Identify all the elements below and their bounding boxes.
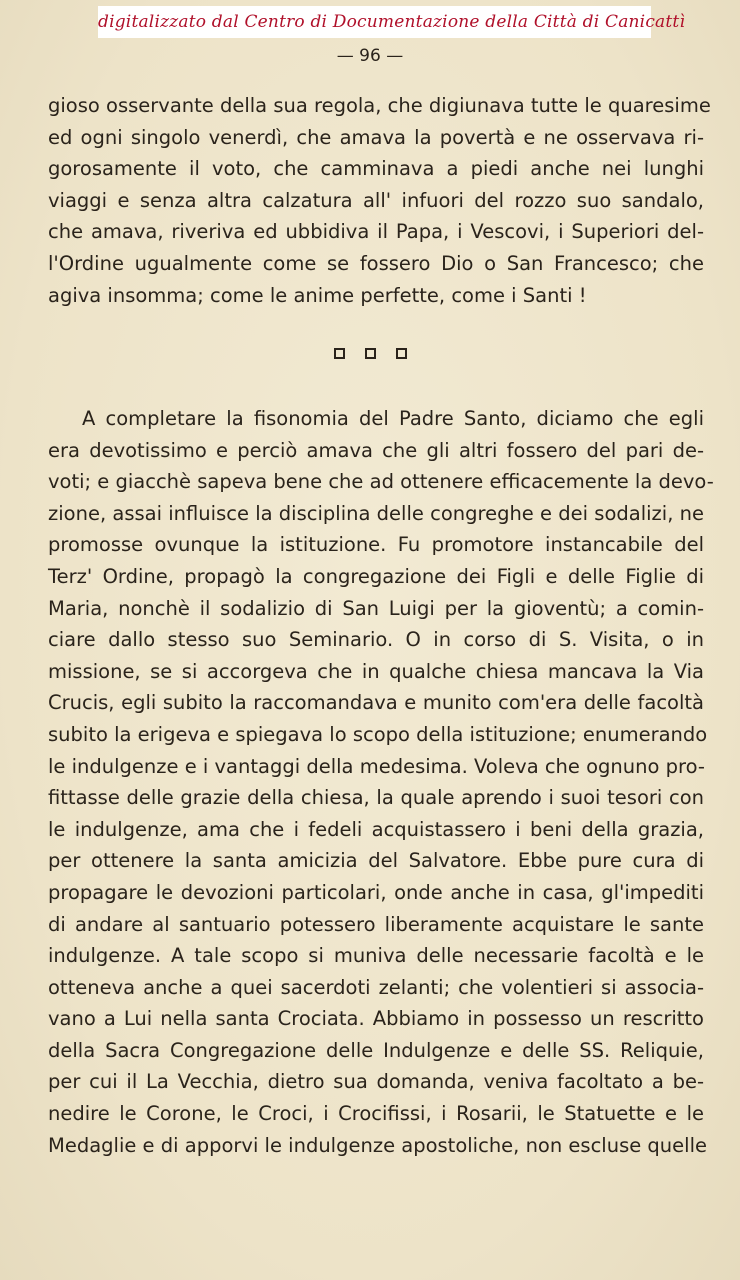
text-line: propagare le devozioni particolari, onde anche in casa, gl'impediti <box>48 880 704 904</box>
paragraph-2 <box>48 403 714 1161</box>
text-line: Maria, nonchè il sodalizio di San Luigi per la gioventù; a comin- <box>48 596 704 620</box>
text-line: ciare dallo stesso suo Seminario. O in corso di S. Visita, o in <box>48 628 704 652</box>
text-line: di andare al santuario potessero liberamente acquistare le sante <box>48 912 704 936</box>
text-line: era devotissimo e perciò amava che gli altri fossero del pari de- <box>48 438 704 462</box>
text-line: Medaglie e di apporvi le indulgenze apostoliche, non escluse quelle <box>48 1133 707 1157</box>
text-line: fittasse delle grazie della chiesa, la quale aprendo i suoi tesori con <box>48 786 704 810</box>
text-line: zione, assai influisce la disciplina delle congreghe e dei sodalizi, ne <box>48 501 704 525</box>
text-line: viaggi e senza altra calzatura all' infuori del rozzo suo sandalo, <box>48 188 704 212</box>
text-line: agiva insomma; come le anime perfette, come i Santi ! <box>48 283 587 307</box>
separator-square-icon <box>396 348 407 359</box>
digitization-watermark: digitalizzato dal Centro di Documentazione della Città di Canicattì <box>98 6 651 38</box>
text-line: gorosamente il voto, che camminava a piedi anche nei lunghi <box>48 157 704 181</box>
text-line: vano a Lui nella santa Crociata. Abbiamo in possesso un rescritto <box>48 1007 704 1031</box>
text-line: Terz' Ordine, propagò la congregazione dei Figli e delle Figlie di <box>48 564 704 588</box>
page-number: — 96 — <box>336 46 404 66</box>
text-line: missione, se si accorgeva che in qualche chiesa mancava la Via <box>48 659 704 683</box>
text-line: nedire le Corone, le Croci, i Crocifissi, i Rosarii, le Statuette e le <box>48 1102 704 1126</box>
paragraph-1 <box>48 90 711 311</box>
text-line: voti; e giacchè sapeva bene che ad ottenere efficacemente la devo- <box>48 470 714 494</box>
text-line: della Sacra Congregazione delle Indulgenze e delle SS. Reliquie, <box>48 1038 704 1062</box>
text-line: per cui il La Vecchia, dietro sua domanda, veniva facoltato a be- <box>48 1070 704 1094</box>
separator-square-icon <box>334 348 345 359</box>
section-separator <box>0 348 740 362</box>
text-line: gioso osservante della sua regola, che digiunava tutte le quaresime <box>48 94 711 117</box>
text-line: otteneva anche a quei sacerdoti zelanti; che volentieri si associa- <box>48 975 704 999</box>
text-line: indulgenze. A tale scopo si muniva delle necessarie facoltà e le <box>48 944 704 968</box>
text-line: ed ogni singolo venerdì, che amava la povertà e ne osservava ri- <box>48 125 704 149</box>
text-line: promosse ovunque la istituzione. Fu promotore instancabile del <box>48 533 704 557</box>
text-line: A completare la fisonomia del Padre Santo, diciamo che egli <box>82 407 704 430</box>
text-line: l'Ordine ugualmente come se fossero Dio o San Francesco; che <box>48 251 704 275</box>
separator-square-icon <box>365 348 376 359</box>
text-line: che amava, riveriva ed ubbidiva il Papa, i Vescovi, i Superiori del- <box>48 220 704 244</box>
text-line: Crucis, egli subito la raccomandava e munito com'era delle facoltà <box>48 691 704 715</box>
text-line: le indulgenze, ama che i fedeli acquistassero i beni della grazia, <box>48 817 704 841</box>
text-line: le indulgenze e i vantaggi della medesima. Voleva che ognuno pro- <box>48 754 705 778</box>
text-line: per ottenere la santa amicizia del Salvatore. Ebbe pure cura di <box>48 849 704 873</box>
text-line: subito la erigeva e spiegava lo scopo della istituzione; enumerando <box>48 722 708 746</box>
